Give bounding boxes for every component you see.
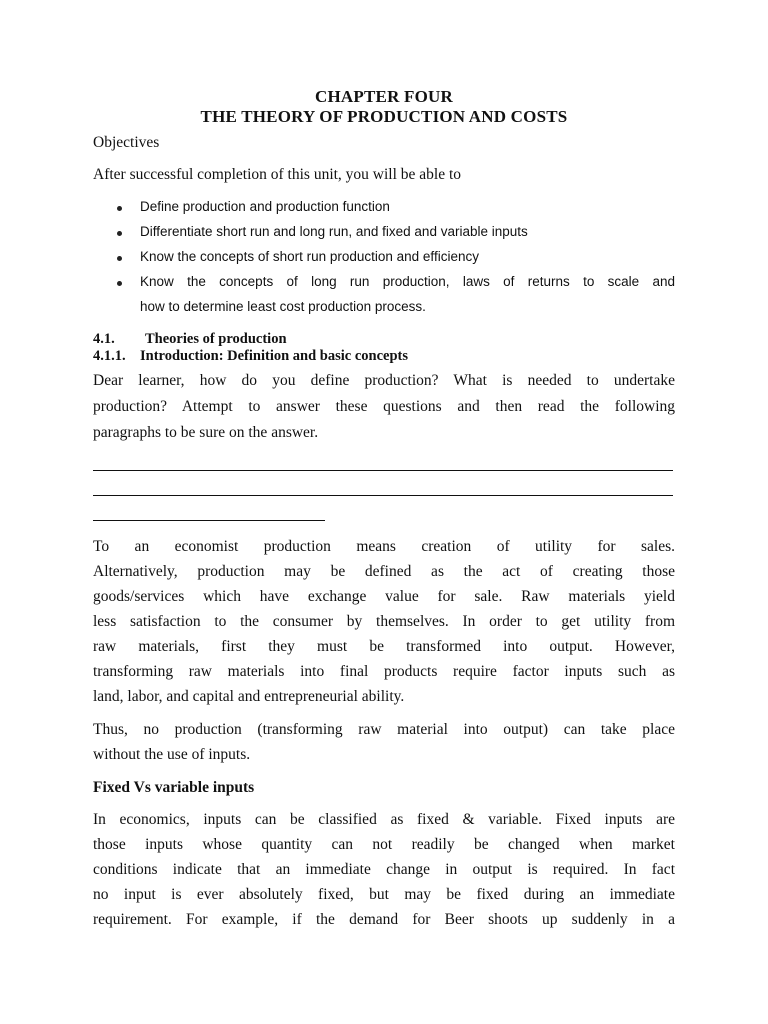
- definition-line-4: less satisfaction to the consumer by themselves. In order to get utility from: [93, 613, 675, 630]
- fixed-line-5: requirement. For example, if the demand for Beer shoots up suddenly in a: [93, 911, 675, 928]
- objective-bullet-2: Differentiate short run and long run, and fixed and variable inputs: [140, 224, 528, 239]
- definition-line-3: goods/services which have exchange value for sale. Raw materials yield: [93, 588, 675, 605]
- objective-bullet-4: Know the concepts of long run production, laws of returns to scale and: [140, 274, 675, 289]
- subsection-title: Introduction: Definition and basic concepts: [140, 348, 409, 364]
- objectives-intro: After successful completion of this unit, you will be able to: [93, 166, 462, 183]
- fixed-variable-heading: Fixed Vs variable inputs: [93, 779, 255, 796]
- bullet-dot: [117, 281, 122, 286]
- definition-line-6: transforming raw materials into final products require factor inputs such as: [93, 663, 675, 680]
- section-title: Theories of production: [145, 331, 287, 347]
- objectives-heading: Objectives: [93, 134, 160, 151]
- objective-bullet-1: Define production and production function: [140, 199, 390, 214]
- fixed-line-1: In economics, inputs can be classified as fixed & variable. Fixed inputs are: [93, 811, 675, 828]
- definition-line-5: raw materials, first they must be transformed into output. However,: [93, 638, 675, 655]
- section-number: 4.1.: [93, 331, 115, 347]
- answer-line: [93, 495, 673, 496]
- chapter-number-title: CHAPTER FOUR: [315, 87, 453, 106]
- answer-line: [93, 520, 325, 521]
- objective-bullet-4-cont: how to determine least cost production process.: [140, 299, 426, 314]
- objective-bullet-3: Know the concepts of short run production and efficiency: [140, 249, 479, 264]
- chapter-main-title: THE THEORY OF PRODUCTION AND COSTS: [200, 107, 568, 126]
- definition-line-7: land, labor, and capital and entrepreneurial ability.: [93, 688, 405, 705]
- answer-line: [93, 470, 673, 471]
- thus-line-1: Thus, no production (transforming raw material into output) can take place: [93, 721, 675, 738]
- fixed-line-2: those inputs whose quantity can not readily be changed when market: [93, 836, 675, 853]
- subsection-number: 4.1.1.: [93, 348, 126, 364]
- question-line-2: production? Attempt to answer these questions and then read the following: [93, 398, 675, 415]
- question-line-1: Dear learner, how do you define production? What is needed to undertake: [93, 372, 675, 389]
- definition-line-1: To an economist production means creation of utility for sales.: [93, 538, 675, 555]
- fixed-line-3: conditions indicate that an immediate change in output is required. In fact: [93, 861, 675, 878]
- bullet-dot: [117, 231, 122, 236]
- bullet-dot: [117, 256, 122, 261]
- fixed-line-4: no input is ever absolutely fixed, but may be fixed during an immediate: [93, 886, 675, 903]
- bullet-dot: [117, 206, 122, 211]
- thus-line-2: without the use of inputs.: [93, 746, 251, 763]
- question-line-3: paragraphs to be sure on the answer.: [93, 424, 319, 441]
- definition-line-2: Alternatively, production may be defined as the act of creating those: [93, 563, 675, 580]
